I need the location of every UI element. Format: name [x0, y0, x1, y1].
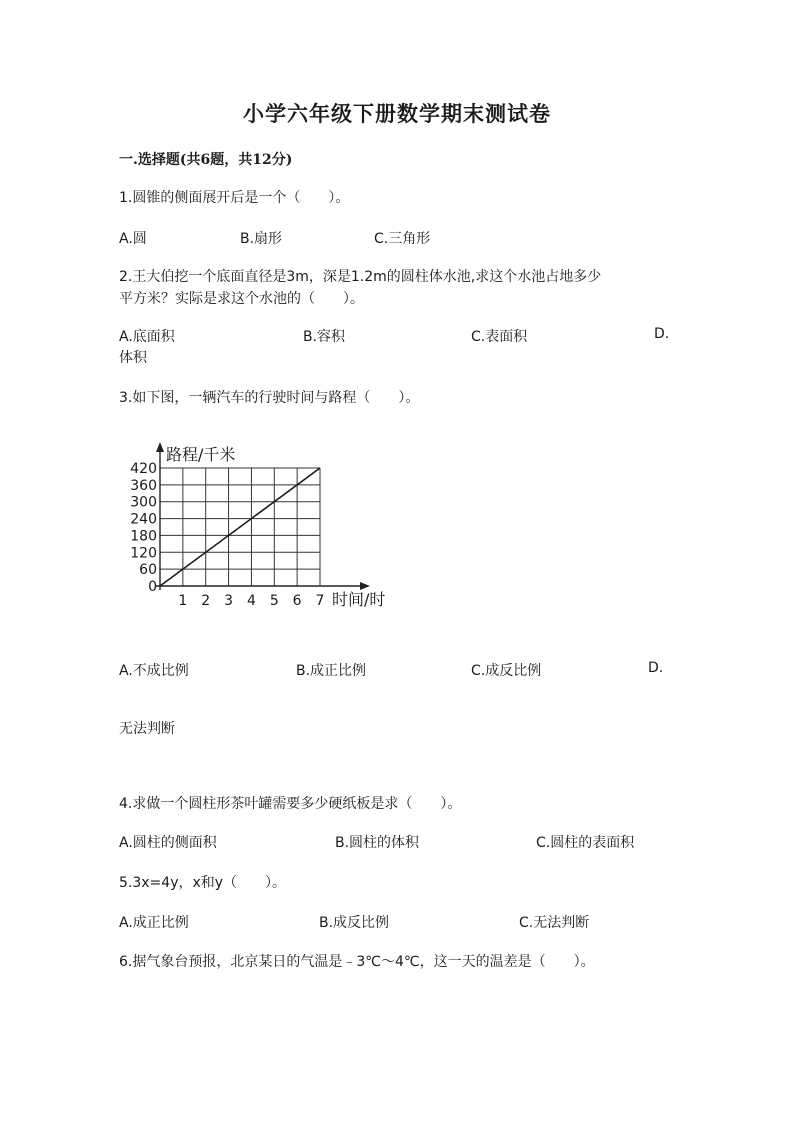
- x-tick-label: 2: [201, 593, 211, 609]
- distance-time-chart: [118, 438, 408, 618]
- q2-option-d-text: 体积: [119, 350, 147, 366]
- q4-option-a[interactable]: A.圆柱的侧面积: [119, 835, 217, 851]
- y-tick-label: 60: [139, 562, 157, 579]
- chart-x-axis-label: 时间/时: [332, 590, 386, 609]
- page-title: 小学六年级下册数学期末测试卷: [243, 101, 551, 126]
- x-tick-label: 6: [292, 593, 302, 609]
- x-axis-arrow: [360, 582, 370, 590]
- question-1: 1.圆锥的侧面展开后是一个（ ）。: [119, 190, 350, 206]
- q5-option-c[interactable]: C.无法判断: [519, 915, 590, 931]
- chart-y-axis-label: 路程/千米: [166, 445, 236, 464]
- q2-option-d[interactable]: D.: [654, 326, 670, 342]
- y-tick-label: 360: [130, 477, 157, 494]
- y-tick-label: 420: [130, 461, 157, 477]
- question-4: 4.求做一个圆柱形茶叶罐需要多少硬纸板是求（ ）。: [119, 796, 462, 812]
- y-tick-label: 180: [130, 528, 157, 545]
- y-axis-arrow: [156, 442, 164, 452]
- q3-option-a[interactable]: A.不成比例: [119, 663, 189, 679]
- question-2-line2: 平方米？实际是求这个水池的（ ）。: [119, 291, 364, 307]
- q2-option-c[interactable]: C.表面积: [471, 329, 528, 345]
- y-tick-label: 120: [130, 545, 157, 562]
- q1-option-a[interactable]: A.圆: [119, 231, 147, 247]
- q5-option-a[interactable]: A.成正比例: [119, 915, 189, 931]
- y-tick-label: 240: [130, 511, 157, 528]
- q3-option-d[interactable]: D.: [648, 660, 664, 676]
- q2-option-a[interactable]: A.底面积: [119, 329, 175, 345]
- question-3: 3.如下图，一辆汽车的行驶时间与路程（ ）。: [119, 390, 420, 406]
- q4-option-c[interactable]: C.圆柱的表面积: [536, 835, 635, 851]
- question-5: 5.3x=4y，x和y（ ）。: [119, 875, 287, 891]
- section-heading: 一.选择题(共6题，共12分): [119, 152, 293, 168]
- q4-option-b[interactable]: B.圆柱的体积: [335, 835, 420, 851]
- question-2-line1: 2.王大伯挖一个底面直径是3m，深是1.2m的圆柱体水池,求这个水池占地多少: [119, 269, 602, 285]
- question-6: 6.据气象台预报，北京某日的气温是﹣3℃～4℃，这一天的温差是（ ）。: [119, 954, 595, 970]
- x-tick-label: 4: [246, 593, 256, 609]
- y-tick-label: 300: [130, 494, 157, 511]
- q3-option-b[interactable]: B.成正比例: [296, 663, 367, 679]
- x-tick-label: 7: [315, 593, 325, 609]
- q3-option-c[interactable]: C.成反比例: [471, 663, 542, 679]
- q1-option-c[interactable]: C.三角形: [374, 231, 431, 247]
- q5-option-b[interactable]: B.成反比例: [319, 915, 390, 931]
- x-tick-label: 5: [269, 593, 279, 609]
- y-tick-label: 0: [148, 579, 157, 595]
- q3-option-d-text: 无法判断: [119, 721, 175, 737]
- q1-option-b[interactable]: B.扇形: [240, 231, 283, 247]
- x-tick-label: 1: [178, 593, 188, 609]
- q2-option-b[interactable]: B.容积: [303, 329, 346, 345]
- x-tick-label: 3: [224, 593, 234, 609]
- series-line: [160, 468, 320, 586]
